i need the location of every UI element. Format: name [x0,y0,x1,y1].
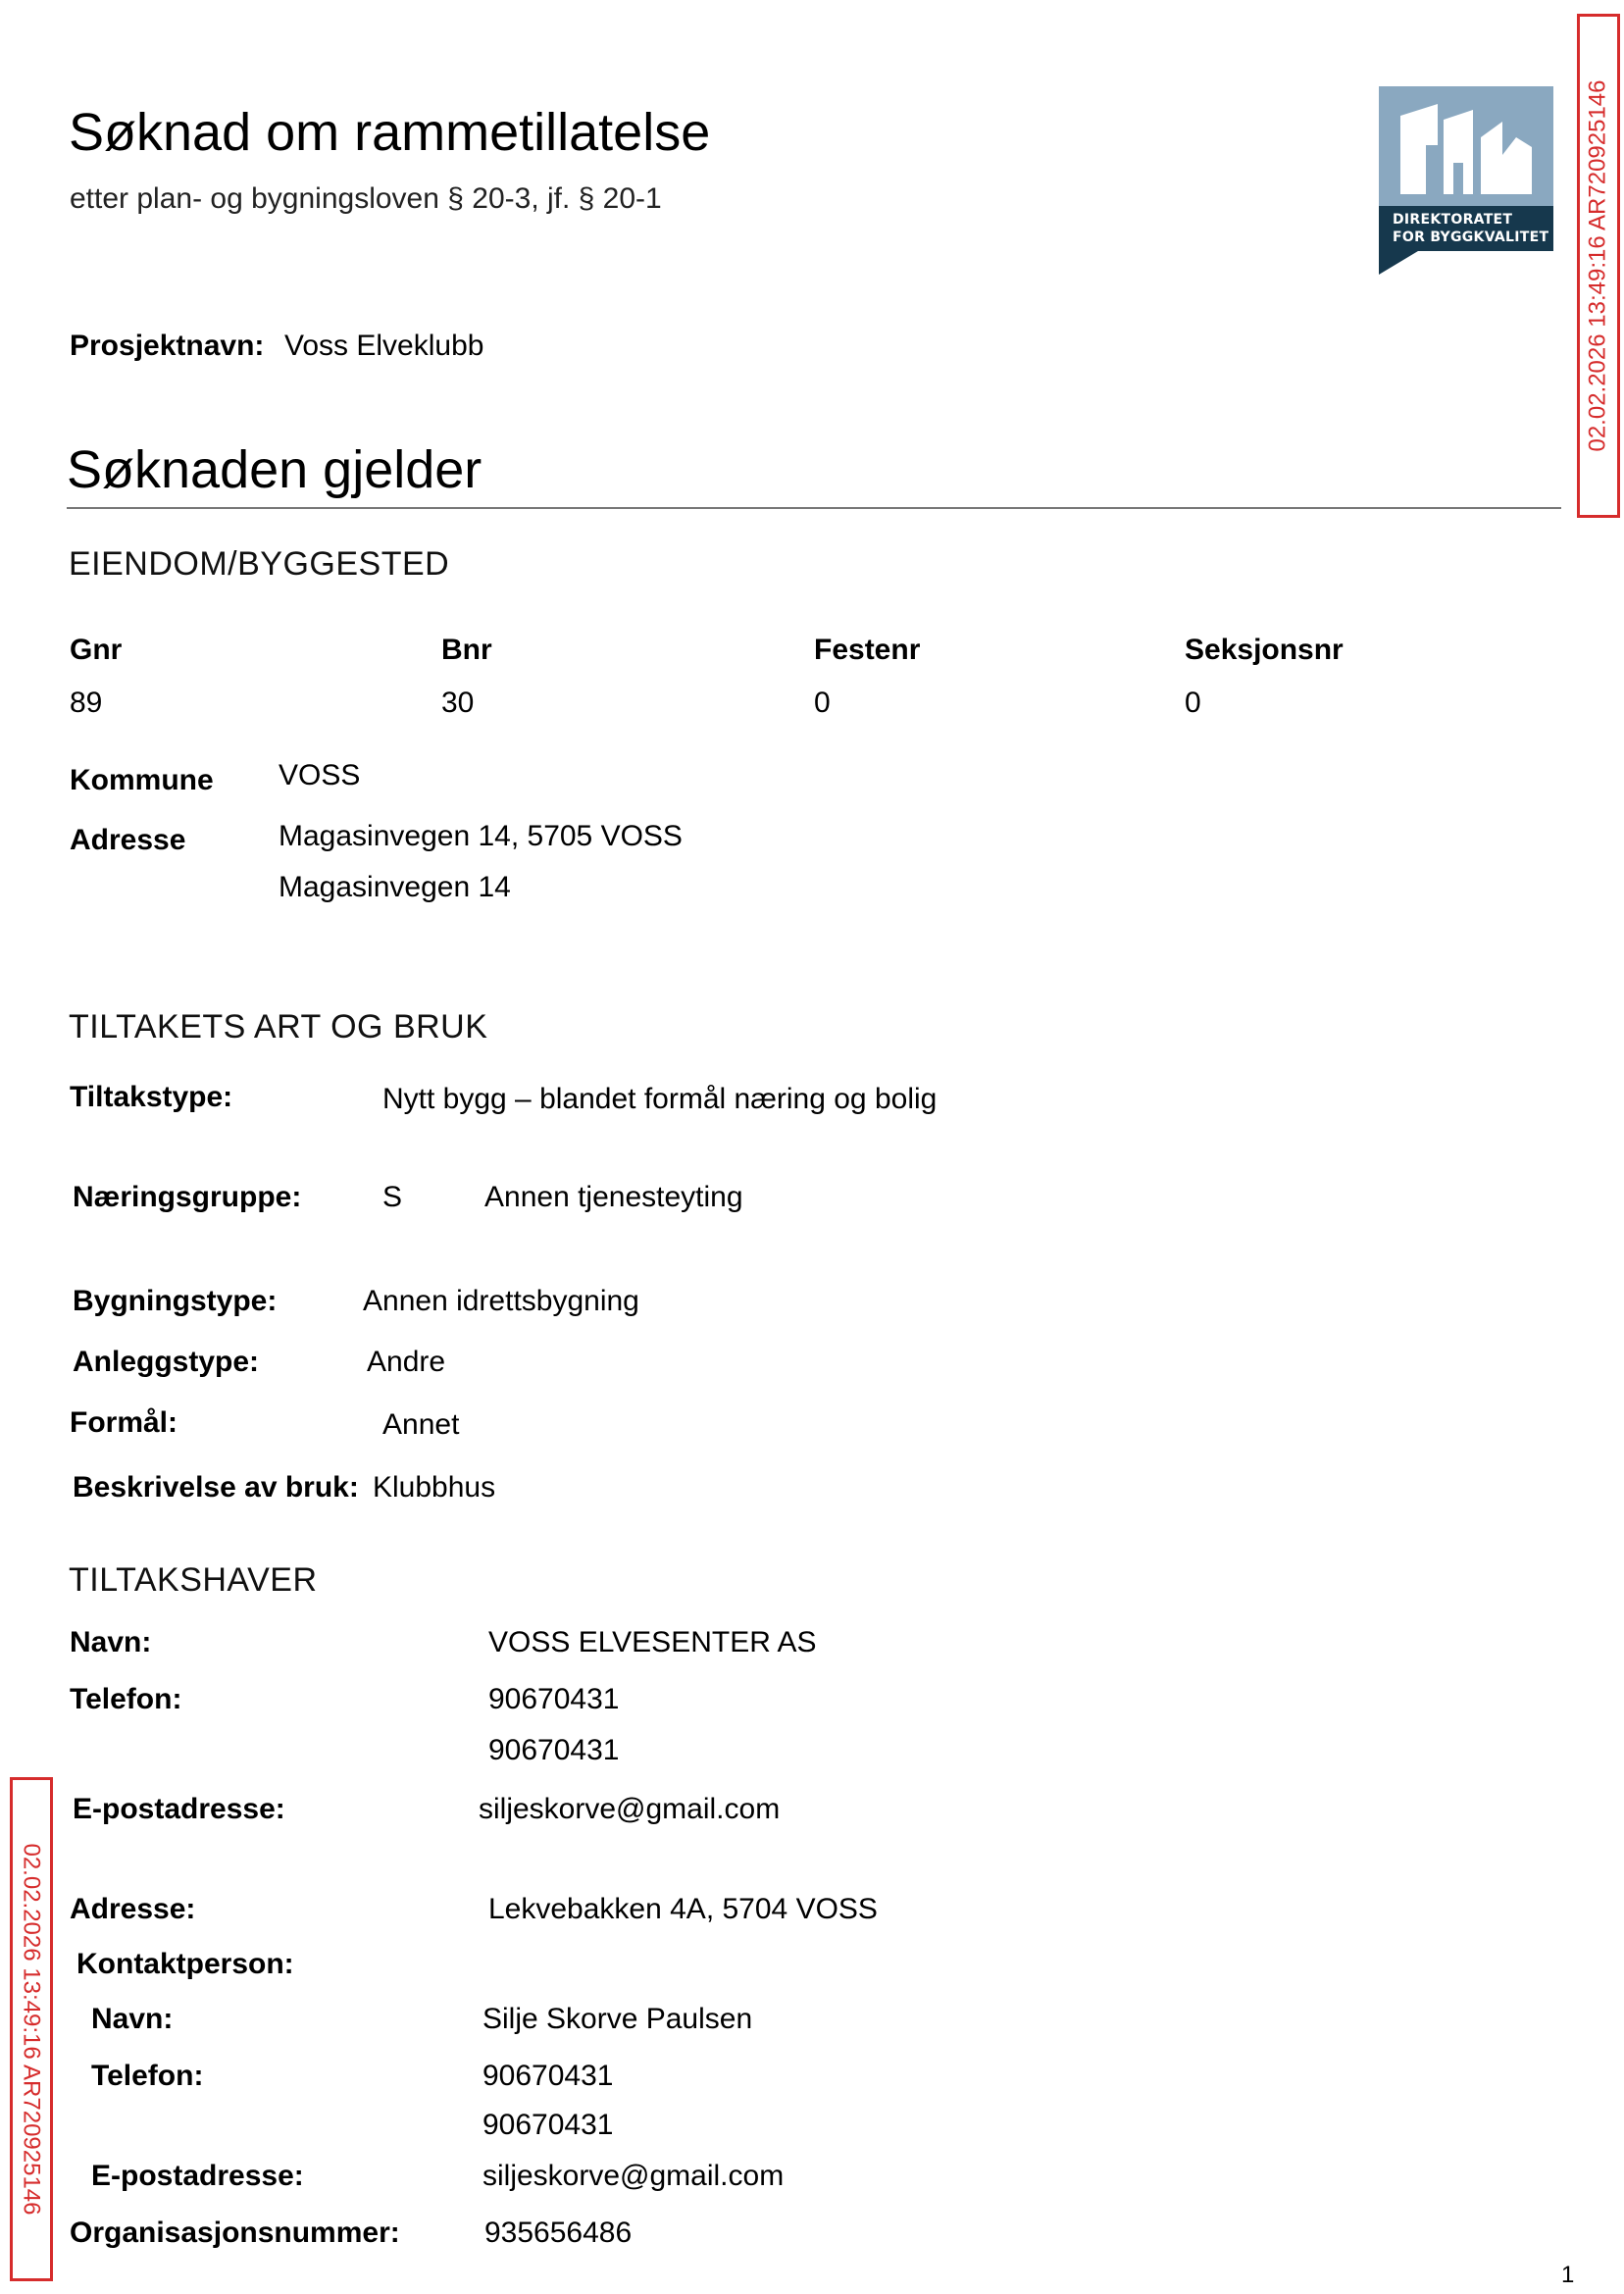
tiltakshaver-telefon-value1: 90670431 [488,1683,620,1715]
tiltakshaver-navn-value: VOSS ELVESENTER AS [488,1626,817,1658]
festenr-label: Festenr [814,634,921,666]
archive-stamp-left [10,1777,53,2281]
document-subtitle: etter plan- og bygningsloven § 20-3, jf. § 20-1 [70,182,662,215]
kommune-label: Kommune [70,764,214,796]
festenr-value: 0 [814,687,831,719]
naeringsgruppe-label: Næringsgruppe: [73,1181,302,1213]
kontakt-telefon-label: Telefon: [91,2060,204,2092]
property-adresse-line2: Magasinvegen 14 [279,871,511,903]
tiltakstype-label: Tiltakstype: [70,1081,233,1113]
dibk-logo [1379,86,1553,251]
gnr-label: Gnr [70,634,123,666]
orgnr-label: Organisasjonsnummer: [70,2217,400,2249]
tiltakshaver-epost-value: siljeskorve@gmail.com [479,1793,781,1825]
section-divider [67,507,1561,509]
bnr-label: Bnr [441,634,492,666]
bnr-value: 30 [441,687,475,719]
tiltakshaver-navn-label: Navn: [70,1626,152,1658]
project-value: Voss Elveklubb [284,330,484,362]
naeringsgruppe-value: Annen tjenesteyting [484,1181,743,1213]
formal-label: Formål: [70,1406,178,1439]
orgnr-value: 935656486 [484,2217,633,2249]
logo-band [1379,206,1553,251]
tiltakshaver-telefon-label: Telefon: [70,1683,182,1715]
kontakt-telefon-value2: 90670431 [482,2109,614,2141]
document-title: Søknad om rammetillatelse [69,103,711,162]
bygningstype-value: Annen idrettsbygning [363,1285,639,1317]
beskrivelse-label: Beskrivelse av bruk: [73,1471,359,1504]
kontakt-telefon-value1: 90670431 [482,2060,614,2092]
tiltakshaver-telefon-value2: 90670431 [488,1734,620,1766]
logo-text-line2: FOR BYGGKVALITET [1393,229,1549,245]
logo-text-line1: DIREKTORATET [1393,212,1513,228]
kommune-value: VOSS [279,759,361,791]
property-heading: EIENDOM/BYGGESTED [69,545,450,583]
kontakt-epost-value: siljeskorve@gmail.com [482,2160,785,2192]
page-number: 1 [1561,2262,1575,2288]
kontakt-epost-label: E-postadresse: [91,2160,304,2192]
project-label: Prosjektnavn: [70,330,265,362]
tiltakstype-value: Nytt bygg – blandet formål næring og bolig [382,1083,938,1115]
tiltakshaver-adresse-label: Adresse: [70,1893,196,1925]
anleggstype-value: Andre [367,1346,446,1378]
tiltakshaver-epost-label: E-postadresse: [73,1793,285,1825]
anleggstype-label: Anleggstype: [73,1346,260,1378]
logo-tab [1379,251,1418,275]
stamp-text: 02.02.2026 13:49:16 AR720925146 [19,1843,45,2216]
tiltak-heading: TILTAKETS ART OG BRUK [69,1008,488,1045]
section-title: Søknaden gjelder [67,440,482,499]
seksjonsnr-label: Seksjonsnr [1185,634,1344,666]
bygningstype-label: Bygningstype: [73,1285,278,1317]
gnr-value: 89 [70,687,103,719]
kontakt-navn-value: Silje Skorve Paulsen [482,2003,753,2035]
seksjonsnr-value: 0 [1185,687,1201,719]
beskrivelse-value: Klubbhus [373,1471,496,1504]
archive-stamp-right [1577,14,1620,518]
property-adresse-label: Adresse [70,824,186,856]
stamp-text: 02.02.2026 13:49:16 AR720925146 [1585,79,1611,452]
formal-value: Annet [382,1408,460,1441]
building-icon [1379,86,1553,206]
kontakt-navn-label: Navn: [91,2003,174,2035]
naeringsgruppe-code: S [382,1181,403,1213]
tiltakshaver-adresse-value: Lekvebakken 4A, 5704 VOSS [488,1893,878,1925]
property-adresse-line1: Magasinvegen 14, 5705 VOSS [279,820,683,852]
kontaktperson-label: Kontaktperson: [76,1948,294,1980]
tiltakshaver-heading: TILTAKSHAVER [69,1561,318,1599]
